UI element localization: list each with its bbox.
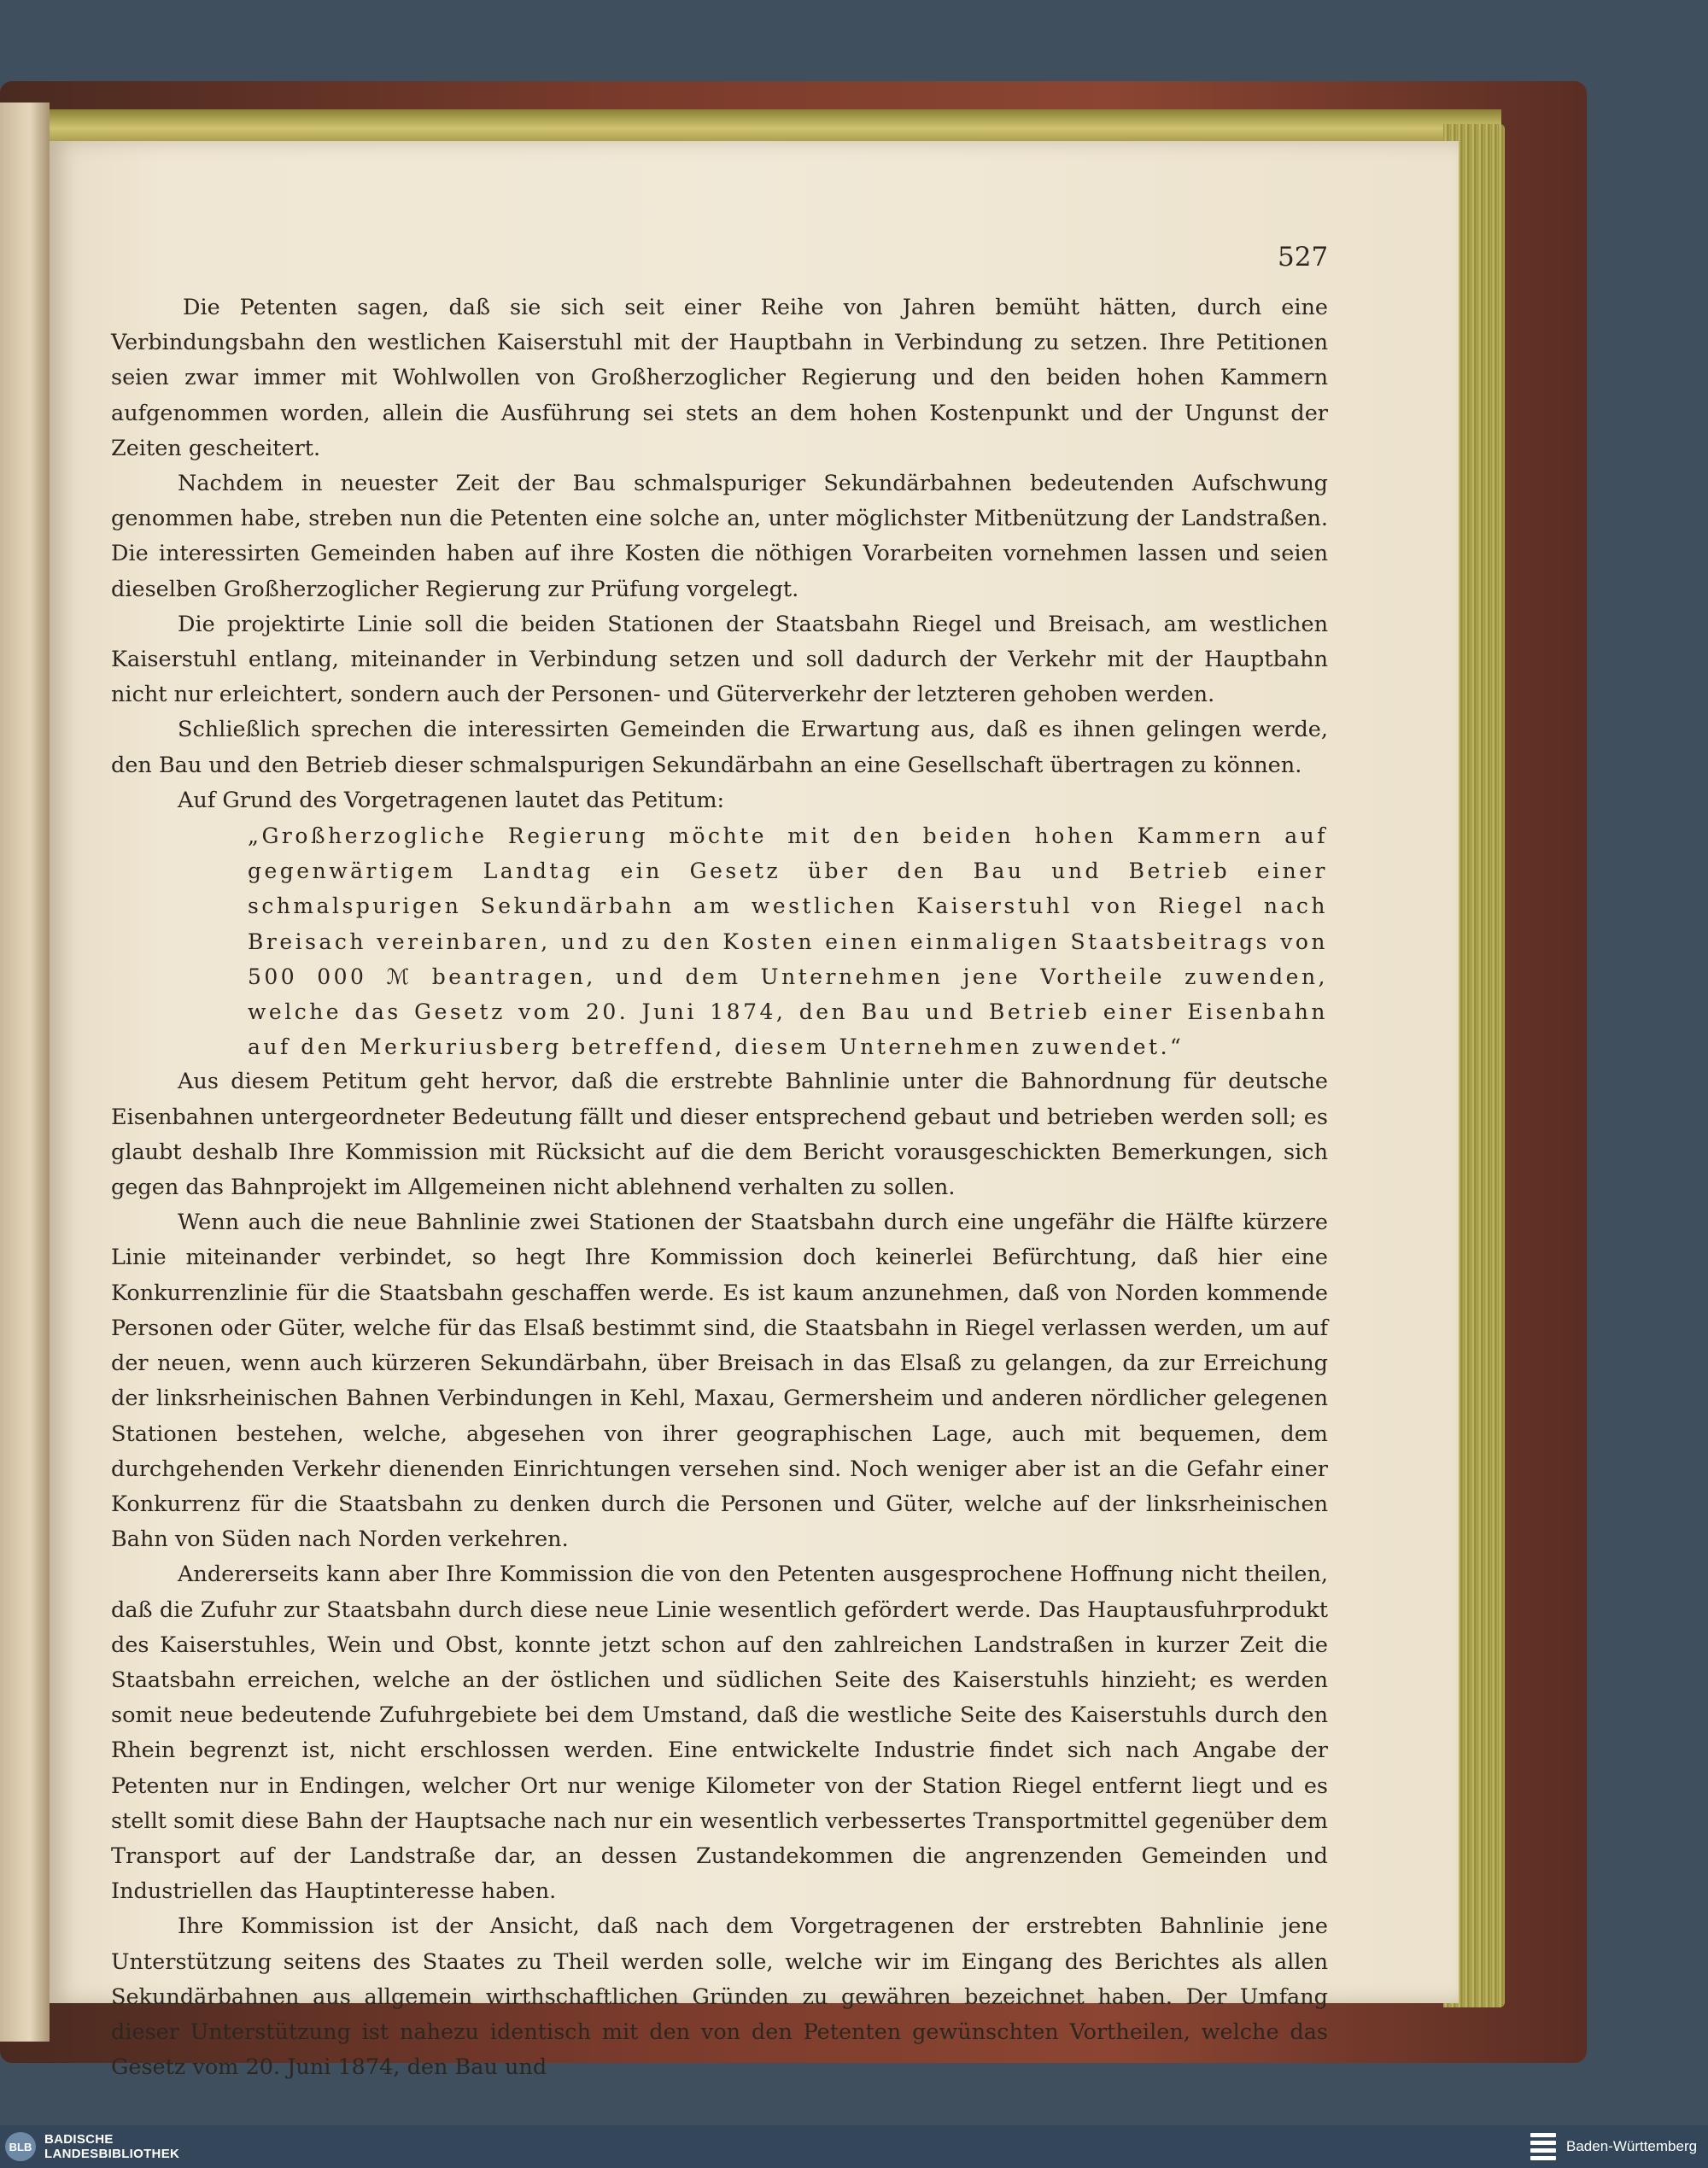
footer-bar [0, 2125, 1708, 2168]
paragraph: Die projektirte Linie soll die beiden Stationen der Staatsbahn Riegel und Breisach, am westlichen Kaiserstuhl entlang, miteinander in Verbindung setzen und soll dadurch der Verkehr mit der Hauptbahn nicht nur erleichtert, sondern auch der Personen- und Güterverkehr der letzteren gehoben werden. [111, 611, 1328, 708]
petitum-intro: Auf Grund des Vorgetragenen lautet das Petitum: [178, 787, 725, 813]
page-text [111, 290, 1328, 2085]
facing-page-edge [0, 103, 50, 2042]
paragraph: Nachdem in neuester Zeit der Bau schmalspuriger Sekundärbahnen bedeutenden Aufschwung genommen habe, streben nun die Petenten eine solche an, unter möglichster Mitbenützung der Landstraßen. Die interessirten Gemeinden haben auf ihre Kosten die nöthigen Vorarbeiten vornehmen lassen und seien dieselben Großherzoglicher Regierung zur Prüfung vorgelegt. [111, 471, 1328, 602]
page-number: 527 [1278, 242, 1329, 272]
blb-logo-icon[interactable]: BLB [5, 2132, 36, 2161]
paragraph: Aus diesem Petitum geht hervor, daß die erstrebte Bahnlinie unter die Bahnordnung für deutsche Eisenbahnen untergeordneter Bedeutung fällt und dieser entsprechend gebaut und betrieben werden soll; es glaubt deshalb Ihre Kommission mit Rücksicht auf die dem Bericht vorausgeschickten Bemerkungen, sich gegen das Bahnprojekt im Allgemeinen nicht ablehnend verhalten zu sollen. [111, 1069, 1328, 1201]
paragraph: Wenn auch die neue Bahnlinie zwei Stationen der Staatsbahn durch eine ungefähr die Hälfte kürzere Linie miteinander verbindet, so hegt Ihre Kommission doch keinerlei Befürchtung, daß hier eine Konkurrenzlinie für die Staatsbahn geschaffen werde. Es ist kaum anzunehmen, daß von Norden kommende Personen oder Güter, welche für das Elsaß bestimmt sind, die Staatsbahn in Riegel verlassen werden, um auf der neuen, wenn auch kürzeren Sekundärbahn, über Breisach in das Elsaß zu gelangen, da zur Erreichung der linksrheinischen Bahnen Verbindungen in Kehl, Maxau, Germersheim und anderen nördlicher gelegenen Stationen bestehen, welche, abgesehen von ihrer geographischen Lage, auch mit bequemen, dem durchgehenden Verkehr dienenden Einrichtungen versehen sind. Noch weniger aber ist an die Gefahr einer Konkurrenz für die Staatsbahn zu denken durch die Personen und Güter, welche auf der linksrheinischen Bahn von Süden nach Norden verkehren. [111, 1210, 1328, 1553]
petitum-quote: „Großherzogliche Regierung möchte mit den beiden hohen Kammern auf gegenwärtigem Landtag ein Gesetz über den Bau und Betrieb einer schmalspurigen Sekundärbahn am westlichen Kaiserstuhl von Riegel nach Breisach vereinbaren, und zu den Kosten einen einmaligen Staatsbeitrags von 500 000 ℳ beantragen, und dem Unternehmen jene Vortheile zuwenden, welche das Gesetz vom 20. Juni 1874, den Bau und Betrieb einer Eisenbahn auf den Merkuriusberg betreffend, diesem Unternehmen zuwendet.“ [248, 823, 1328, 1060]
paragraph: Die Petenten sagen, daß sie sich seit einer Reihe von Jahren bemüht hätten, durch eine Verbindungsbahn den westlichen Kaiserstuhl mit der Hauptbahn in Verbindung zu setzen. Ihre Petitionen seien zwar immer mit Wohlwollen von Großherzoglicher Regierung und den beiden hohen Kammern aufgenommen worden, allein die Ausführung sei stets an dem hohen Kostenpunkt und der Ungunst der Zeiten gescheitert. [111, 295, 1328, 461]
library-name-line1: BADISCHE [44, 2132, 114, 2147]
library-name[interactable] [44, 2132, 179, 2161]
paragraph: Schließlich sprechen die interessirten Gemeinden die Erwartung aus, daß es ihnen gelingen werde, den Bau und den Betrieb dieser schmalspurigen Sekundärbahn an eine Gesellschaft übertragen zu können. [111, 717, 1328, 778]
paragraph: Ihre Kommission ist der Ansicht, daß nach dem Vorgetragenen der erstrebten Bahnlinie jene Unterstützung seitens des Staates zu Theil werden solle, welche wir im Eingang des Berichtes als allen Sekundärbahnen aus allgemein wirthschaftlichen Gründen zu gewähren bezeichnet haben. Der Umfang dieser Unterstützung ist nahezu identisch mit den von den Petenten gewünschten Vortheilen, welche das Gesetz vom 20. Juni 1874, den Bau und [111, 1913, 1328, 2081]
region-name[interactable]: Baden-Württemberg [1566, 2138, 1698, 2154]
library-name-line2: LANDESBIBLIOTHEK [44, 2147, 180, 2161]
baden-wuerttemberg-lion-icon [1530, 2133, 1556, 2160]
paragraph: Andererseits kann aber Ihre Kommission die von den Petenten ausgesprochene Hoffnung nicht theilen, daß die Zufuhr zur Staatsbahn durch diese neue Linie wesentlich gefördert werde. Das Hauptausfuhrprodukt des Kaiserstuhles, Wein und Obst, konnte jetzt schon auf den zahlreichen Landstraßen in kurzer Zeit die Staatsbahn erreichen, welche an der östlichen und südlichen Seite des Kaiserstuhls hinzieht; es werden somit neue bedeutende Zufuhrgebiete bei dem Umstand, daß die westliche Seite des Kaiserstuhls durch den Rhein begrenzt ist, nicht erschlossen werden. Eine entwickelte Industrie findet sich nach Angabe der Petenten nur in Endingen, welcher Ort nur wenige Kilometer von der Station Riegel entfernt liegt und es stellt somit diese Bahn der Hauptsache nach nur ein wesentlich verbessertes Transportmittel gegenüber dem Transport auf der Landstraße dar, an dessen Zustandekommen die angrenzenden Gemeinden und Industriellen das Hauptinteresse haben. [111, 1562, 1328, 1905]
